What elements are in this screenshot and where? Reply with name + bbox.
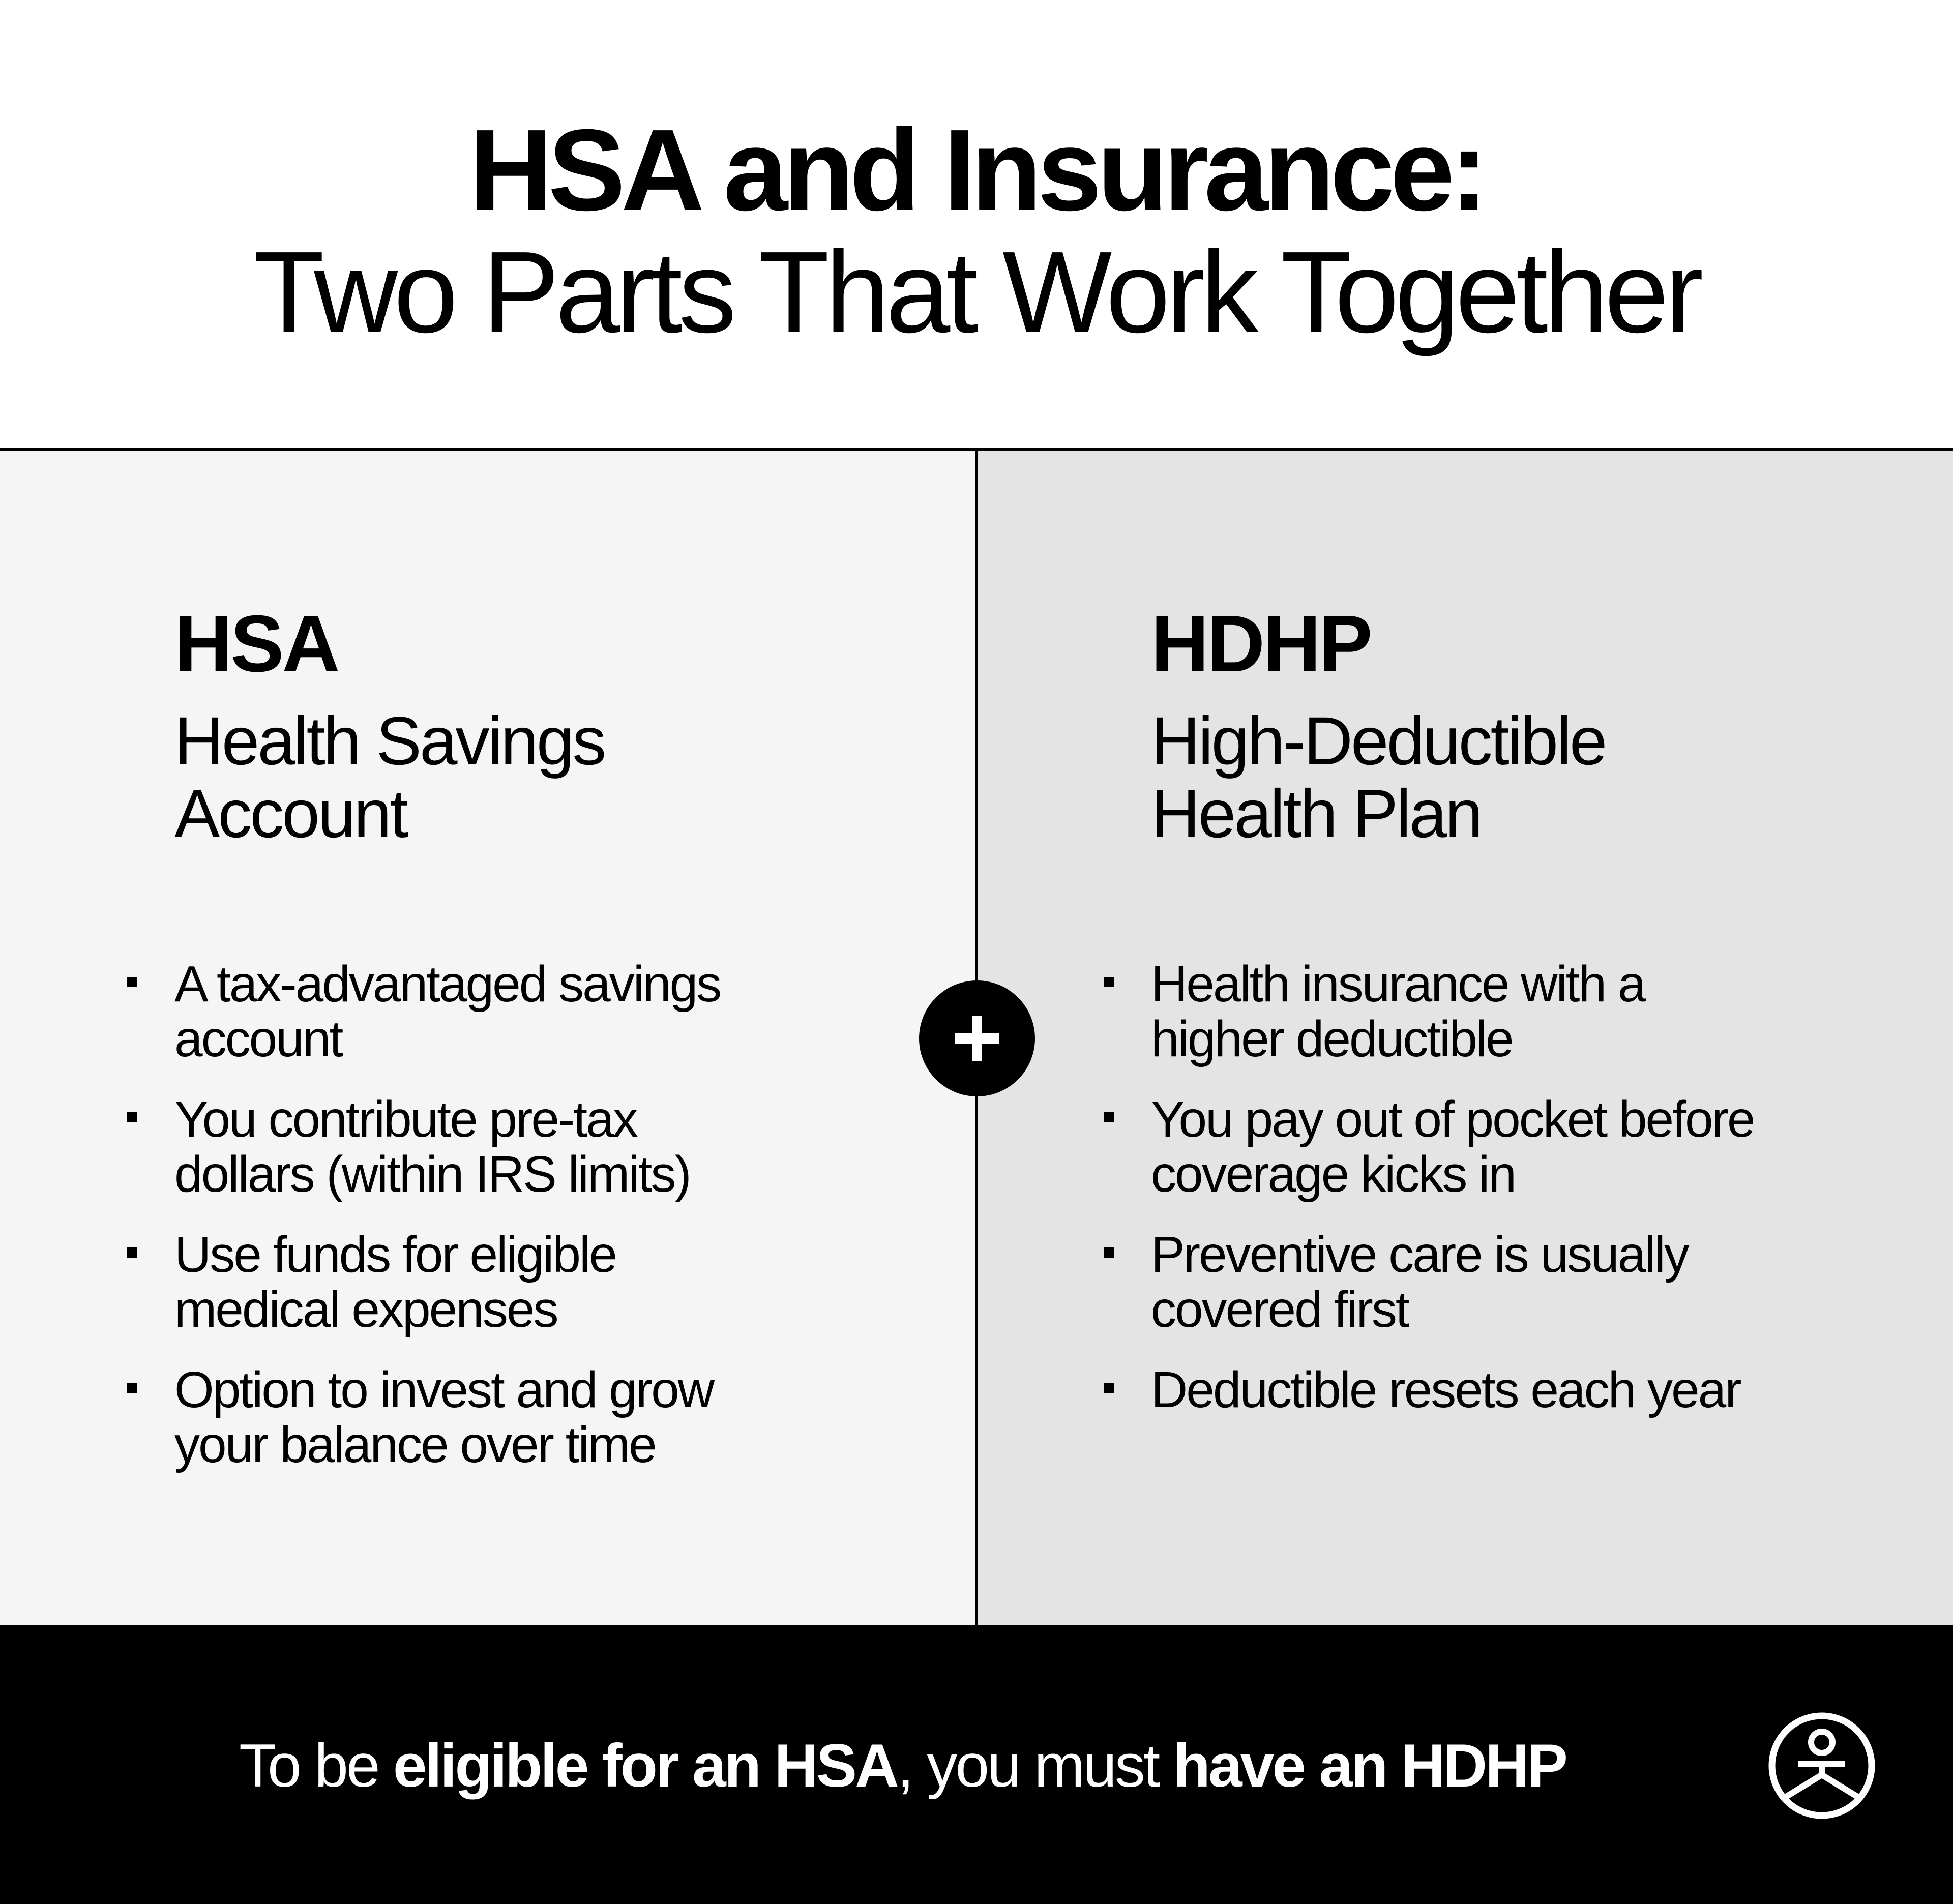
bullet-line: You pay out of pocket before: [1151, 1091, 1754, 1148]
hsa-bullet-item: [174, 1227, 720, 1337]
hsa-full-name-line: Health Savings: [174, 703, 605, 779]
bullet-line: higher deductible: [1151, 1010, 1513, 1067]
hdhp-bullet-list: [1151, 957, 1754, 1443]
bullet-line: your balance over time: [174, 1416, 656, 1473]
footer-text-part: , you must: [897, 1732, 1173, 1800]
hsa-bullet-item: [174, 1362, 720, 1472]
bullet-line: coverage kicks in: [1151, 1146, 1515, 1203]
hdhp-bullet-item: [1151, 1092, 1754, 1202]
footer-text-part-bold: have an HDHP: [1173, 1732, 1566, 1800]
bullet-line: You contribute pre-tax: [174, 1091, 637, 1148]
hsa-bullet-item: [174, 1092, 720, 1202]
hsa-bullet-item: [174, 957, 720, 1066]
footer-eligibility-text: [239, 1730, 1566, 1801]
person-circle-logo-icon: [1767, 1711, 1877, 1821]
plus-icon: [919, 980, 1035, 1096]
bullet-line: A tax-advantaged savings: [174, 956, 721, 1013]
hdhp-full-name: [1151, 705, 1605, 850]
footer-text-part: To be: [239, 1732, 393, 1800]
bullet-line: Deductible resets each year: [1151, 1361, 1740, 1418]
header: [0, 0, 1953, 449]
bullet-square-icon: [127, 977, 137, 987]
hdhp-heading: HDHP: [1151, 599, 1371, 689]
bullet-line: dollars (within IRS limits): [174, 1146, 690, 1203]
bullet-line: Health insurance with a: [1151, 956, 1645, 1013]
hdhp-bullet-item: [1151, 957, 1754, 1066]
hdhp-full-name-line: High-Deductible: [1151, 703, 1606, 779]
bullet-line: Option to invest and grow: [174, 1361, 713, 1418]
bullet-square-icon: [1104, 1383, 1114, 1393]
hdhp-panel: [978, 451, 1953, 1625]
hsa-bullet-list: [174, 957, 720, 1498]
title-bold: HSA and Insurance:: [469, 106, 1484, 235]
footer: [0, 1625, 1953, 1904]
plus-bar-vertical: [972, 1016, 982, 1061]
bullet-square-icon: [1104, 1247, 1114, 1258]
hsa-full-name-line: Account: [174, 776, 407, 852]
hsa-heading: HSA: [174, 599, 338, 689]
bullet-line: medical expenses: [174, 1281, 557, 1338]
bullet-square-icon: [1104, 977, 1114, 987]
hdhp-bullet-item: [1151, 1362, 1754, 1417]
title-subtitle: Two Parts That Work Together: [253, 228, 1700, 357]
bullet-line: Preventive care is usually: [1151, 1226, 1688, 1283]
bullet-square-icon: [1104, 1112, 1114, 1122]
bullet-line: Use funds for eligible: [174, 1226, 616, 1283]
hsa-panel: [0, 451, 975, 1625]
hdhp-full-name-line: Health Plan: [1151, 776, 1481, 852]
footer-text-part-bold: eligible for an HSA: [393, 1732, 897, 1800]
hdhp-bullet-item: [1151, 1227, 1754, 1337]
bullet-square-icon: [127, 1112, 137, 1122]
bullet-line: covered first: [1151, 1281, 1408, 1338]
hsa-full-name: [174, 705, 604, 850]
bullet-line: account: [174, 1010, 342, 1067]
bullet-square-icon: [127, 1247, 137, 1258]
bullet-square-icon: [127, 1383, 137, 1393]
